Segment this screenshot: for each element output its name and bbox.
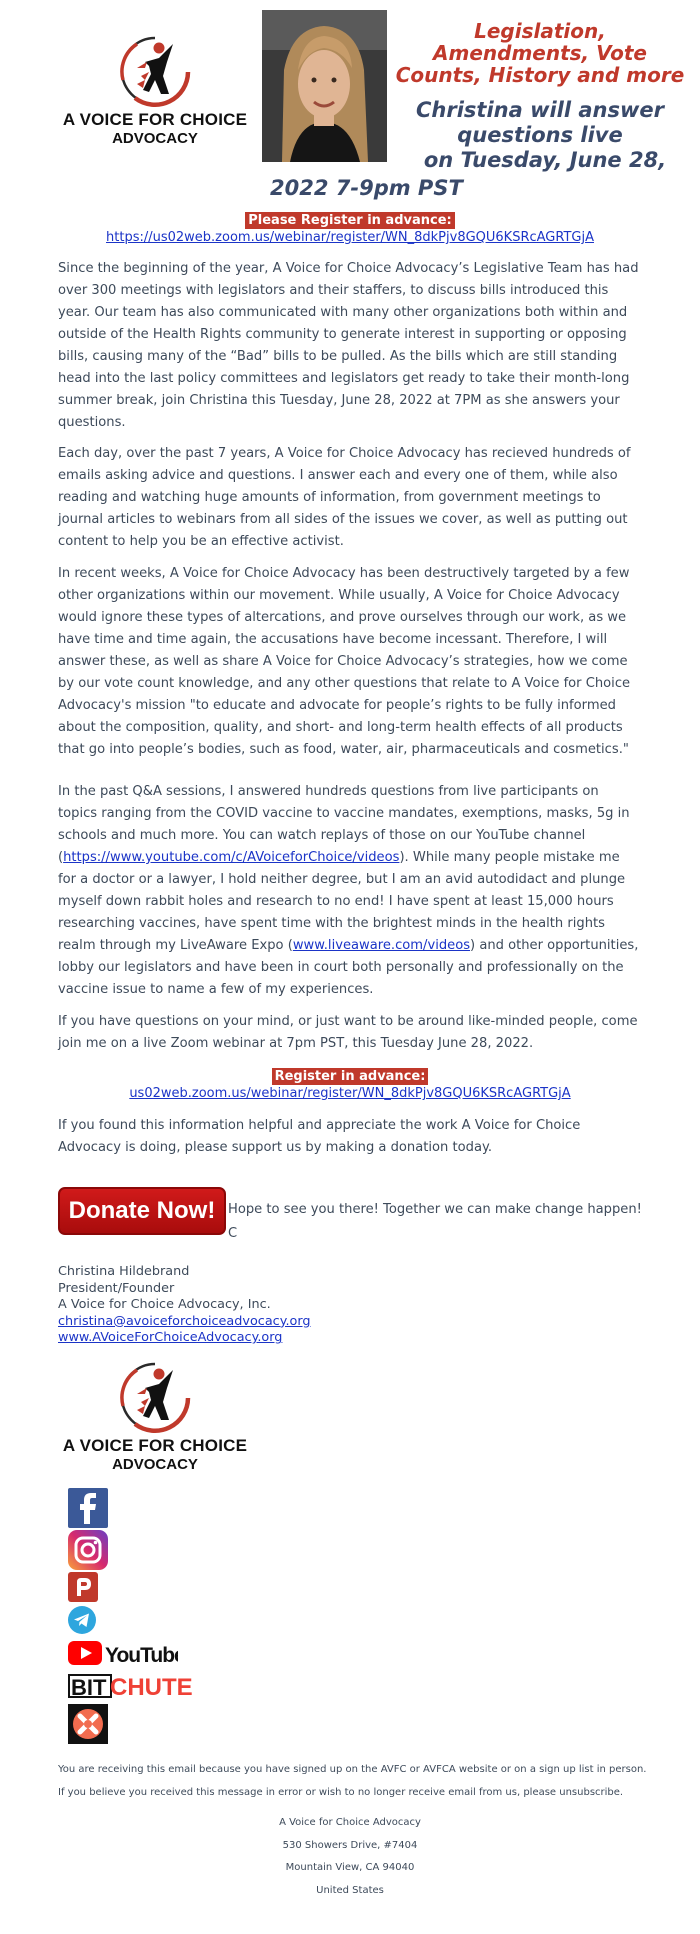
unsubscribe-notice: You are receiving this email because you have signed up on the AVFC or AVFCA website or on a sign up list in person. If you believe you received this message in error or wish to no longer receive email from us, please unsubscribe.: [58, 1764, 647, 1798]
signature-block: [58, 1264, 311, 1347]
paragraph-recent-weeks: [58, 563, 640, 761]
paragraph-text: Each day, over the past 7 years, A Voice for Choice Advocacy has recieved hundreds of emails asking advice and questions. I answer each and every one of them, while also reading and watching huge amounts of information, from government meetings to journal articles to webinars from all sides of the issues we cover, as well as putting out content to help you be an effective activist.: [58, 446, 631, 549]
paragraph-text: If you found this information helpful and appreciate the work A Voice for Choice Advocacy is doing, please support us by making a donation today.: [58, 1118, 581, 1155]
register-bottom: [0, 1065, 700, 1103]
brand-logo: [55, 32, 255, 150]
paragraph-text: If you have questions on your mind, or just want to be around like-minded people, come join me on a live Zoom webinar at 7pm PST, this Tuesday June 28, 2022.: [58, 1014, 638, 1051]
parler-link[interactable]: [68, 1572, 98, 1602]
qa-text-2: ). While many people mistake me for a doctor or a lawyer, I hold neither degree, but I am an avid autodidact and plunge myself down rabbit holes and research to no end! I have spent at least 15,000 hours researching vaccines, have spent time with the brightest minds in the health rights realm through my LiveAware Expo (: [58, 850, 626, 953]
signature-email-link[interactable]: christina@avoiceforchoiceadvocacy.org: [58, 1313, 311, 1329]
address-name: A Voice for Choice Advocacy: [279, 1817, 421, 1828]
footer-logo-emblem-icon: [115, 1358, 195, 1434]
logo-title: A VOICE FOR CHOICE: [62, 110, 248, 129]
footer-logo-title: A VOICE FOR CHOICE: [62, 1436, 248, 1455]
signature-website-link[interactable]: www.AVoiceForChoiceAdvocacy.org: [58, 1330, 283, 1346]
youtube-icon: [68, 1638, 178, 1668]
telegram-link[interactable]: [68, 1606, 96, 1634]
paragraph-qa-sessions: [58, 781, 640, 1001]
rumble-link[interactable]: [68, 1704, 108, 1744]
bitchute-bit-wordmark: BIT: [71, 1675, 107, 1700]
register-top: [0, 209, 700, 247]
speaker-portrait-icon: [262, 10, 387, 162]
paragraph-legislative-team: [58, 258, 640, 434]
logo-emblem-icon: [115, 32, 195, 108]
rumble-icon: [68, 1704, 108, 1744]
liveaware-link[interactable]: www.liveaware.com/videos: [292, 938, 471, 953]
headline-line-1: Christina will answer: [415, 98, 664, 122]
paragraph-text: [58, 781, 640, 1001]
logo-subtitle: ADVOCACY: [112, 130, 198, 147]
register-bottom-label: Register in advance:: [272, 1068, 429, 1085]
footer-brand-logo: [55, 1358, 255, 1480]
paragraph-text: Since the beginning of the year, A Voice for Choice Advocacy’s Legislative Team has had over 300 meetings with legislators and their staffers, to discuss bills introduced this year. Our team has also communicated with many other organizations both within and outside of the Health Rights community to generate interest in supporting or opposing bills, causing many of the “Bad” bills to be pulled. As the bills which are still standing head into the last policy committees and legislators get ready to take their month-long summer break, join Christina this Tuesday, June 28, 2022 at 7PM as she answers your questions.: [58, 261, 639, 430]
telegram-icon: [68, 1606, 96, 1634]
social-links: [68, 1488, 268, 1744]
paragraph-text: In recent weeks, A Voice for Choice Advocacy has been destructively targeted by a few other organizations within our movement. While usually, A Voice for Choice Advocacy would ignore these types of altercations, and prove ourselves through our work, as we have time and time again, the accusations have become incessant. Therefore, I will answer these, as well as share A Voice for Choice Advocacy’s strategies, how we come by our vote count knowledge, and any other questions that relate to A Voice for Choice Advocacy's mission "to educate and advocate for people’s rights to be fully informed about the composition, quality, and short- and long-term health effects of all products that go into people’s bodies, such as food, water, air, pharmaceuticals and cosmetics.": [58, 566, 631, 757]
register-top-link[interactable]: https://us02web.zoom.us/webinar/register/WN_8dkPjv8GQU6KSRcAGRTGjA: [106, 230, 594, 245]
headline-line-3: on Tuesday, June 28,: [423, 148, 667, 172]
address-city: Mountain View, CA 94040: [285, 1862, 415, 1873]
headline-topics: Legislation, Amendments, Vote Counts, History and more: [395, 19, 685, 87]
qa-text-1: In the past Q&A sessions, I answered hundreds questions from live participants on topics ranging from the COVID vaccine to vaccine mandates, exemptions, masks, 5g in schools and much more. You can watch replays of those on our YouTube channel (: [58, 784, 630, 865]
youtube-wordmark: YouTube: [105, 1644, 178, 1667]
headline-announcement: [395, 98, 685, 173]
paragraph-donate-appeal: [58, 1115, 640, 1159]
instagram-link[interactable]: [68, 1530, 108, 1570]
youtube-channel-link[interactable]: https://www.youtube.com/c/AVoiceforChoice/videos: [63, 850, 400, 865]
email-header: [0, 0, 700, 200]
speaker-photo: [262, 10, 387, 162]
address-country: United States: [316, 1884, 384, 1896]
address-street: 530 Showers Drive, #7404: [282, 1839, 418, 1851]
qa-text-3: ) and other opportunities, lobby our legislators and have been in court both personally and professionally on the vaccine issue to name a few of my experiences.: [58, 938, 639, 997]
paragraph-join-webinar: [58, 1011, 640, 1055]
paragraph-daily-emails: [58, 443, 640, 553]
facebook-link[interactable]: [68, 1488, 108, 1528]
headline-date: 2022 7-9pm PST: [270, 176, 463, 200]
youtube-link[interactable]: [68, 1638, 178, 1668]
register-top-label: Please Register in advance:: [245, 212, 455, 229]
signature-title: President/Founder: [58, 1280, 175, 1296]
donate-tagline: Hope to see you there! Together we can make change happen!: [228, 1202, 642, 1217]
headline-line-2: questions live: [457, 123, 623, 147]
facebook-icon: [68, 1488, 108, 1528]
signature-name: Christina Hildebrand: [58, 1264, 190, 1279]
register-bottom-link[interactable]: us02web.zoom.us/webinar/register/WN_8dkPjv8GQU6KSRcAGRTGjA: [129, 1086, 571, 1101]
signature-org: A Voice for Choice Advocacy, Inc.: [58, 1297, 271, 1313]
footer-logo-subtitle: ADVOCACY: [112, 1456, 198, 1473]
parler-icon: [68, 1572, 98, 1602]
bitchute-chute-wordmark: CHUTE: [110, 1674, 193, 1700]
mailing-address: [0, 1812, 700, 1902]
bitchute-icon: [68, 1670, 218, 1700]
donate-row: [58, 1187, 658, 1247]
donate-trailing-text: C: [228, 1226, 238, 1241]
bitchute-link[interactable]: [68, 1670, 218, 1700]
instagram-icon: [68, 1530, 108, 1570]
donate-now-button[interactable]: Donate Now!: [58, 1187, 226, 1235]
